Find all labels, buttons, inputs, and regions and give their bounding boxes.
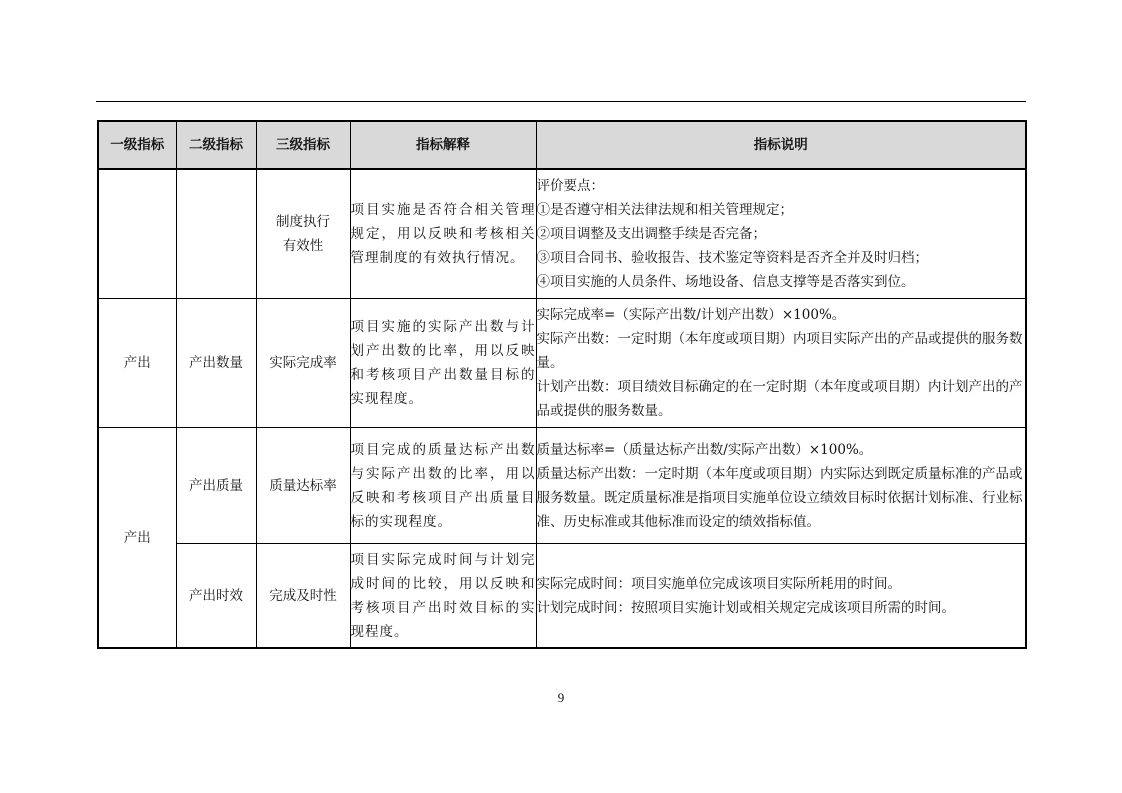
explanation-cell: 项目完成的质量达标产出数与实际产出数的比率，用以反映和考核项目产出质量目标的实现程度。 [350,428,536,544]
page-number: 9 [557,690,565,705]
level-2-cell: 产出数量 [176,299,256,428]
description-line: ②项目调整及支出调整手续是否完备； [536,226,766,242]
level-3-line: 有效性 [282,238,324,254]
description-line: 质量达标率=（质量达标产出数/实际产出数）×100%。 [536,441,873,458]
description-line: 计划产出数：项目绩效目标确定的在一定时期（本年度或项目期）内计划产出的产品或提供的服务数量。 [536,379,1023,419]
table-header-row [98,121,1026,169]
description-cell [536,169,1026,299]
description-line: ③项目合同书、验收报告、技术鉴定等资料是否齐全并及时归档； [536,250,928,266]
header-level-1: 一级指标 [98,121,176,169]
description-line: 实际产出数：一定时期（本年度或项目期）内项目实际产出的产品或提供的服务数量。 [536,331,1023,371]
level-3-line: 质量达标率 [269,477,337,494]
header-level-2: 二级指标 [176,121,256,169]
header-level-3: 三级指标 [256,121,350,169]
description-line: ④项目实施的人员条件、场地设备、信息支撑等是否落实到位。 [536,274,915,290]
description-line: 计划完成时间：按照项目实施计划或相关规定完成该项目所需的时间。 [536,599,955,616]
indicator-table [97,120,1027,649]
level-3-cell [256,544,350,649]
description-line: ①是否遵守相关法律法规和相关管理规定； [536,202,793,218]
table-row [98,544,1026,649]
level-1-cell [98,169,176,299]
description-line: 质量达标产出数：一定时期（本年度或项目期）内实际达到既定质量标准的产品或服务数量。既定质量标准是指项目实施单位设立绩效目标时依据计划标准、行业标准、历史标准或其他标准而设定的绩效指标值。 [536,465,1023,530]
description-line: 实际完成时间：项目实施单位完成该项目实际所耗用的时间。 [536,575,901,592]
header-description: 指标说明 [536,121,1026,169]
description-line: 评价要点： [536,178,604,194]
level-3-line: 实际完成率 [269,355,337,371]
level-3-line: 完成及时性 [269,587,337,604]
description-cell [536,299,1026,428]
level-3-cell [256,169,350,299]
level-3-cell [256,299,350,428]
header-explanation: 指标解释 [350,121,536,169]
header-rule [96,101,1026,102]
description-line: 实际完成率=（实际产出数/计划产出数）×100%。 [536,307,846,323]
level-3-cell [256,428,350,544]
description-cell [536,544,1026,649]
explanation-cell: 项目实施是否符合相关管理规定，用以反映和考核相关管理制度的有效执行情况。 [350,169,536,299]
level-1-cell: 产出 [98,428,176,649]
table-row [98,428,1026,544]
level-2-cell: 产出时效 [176,544,256,649]
table-row [98,169,1026,299]
level-1-cell: 产出 [98,299,176,428]
table-row [98,299,1026,428]
explanation-cell: 项目实施的实际产出数与计划产出数的比率，用以反映和考核项目产出数量目标的实现程度。 [350,299,536,428]
description-cell [536,428,1026,544]
level-2-cell [176,169,256,299]
explanation-cell: 项目实际完成时间与计划完成时间的比较，用以反映和考核项目产出时效目标的实现程度。 [350,544,536,649]
level-3-line: 制度执行 [276,214,330,230]
level-2-cell: 产出质量 [176,428,256,544]
